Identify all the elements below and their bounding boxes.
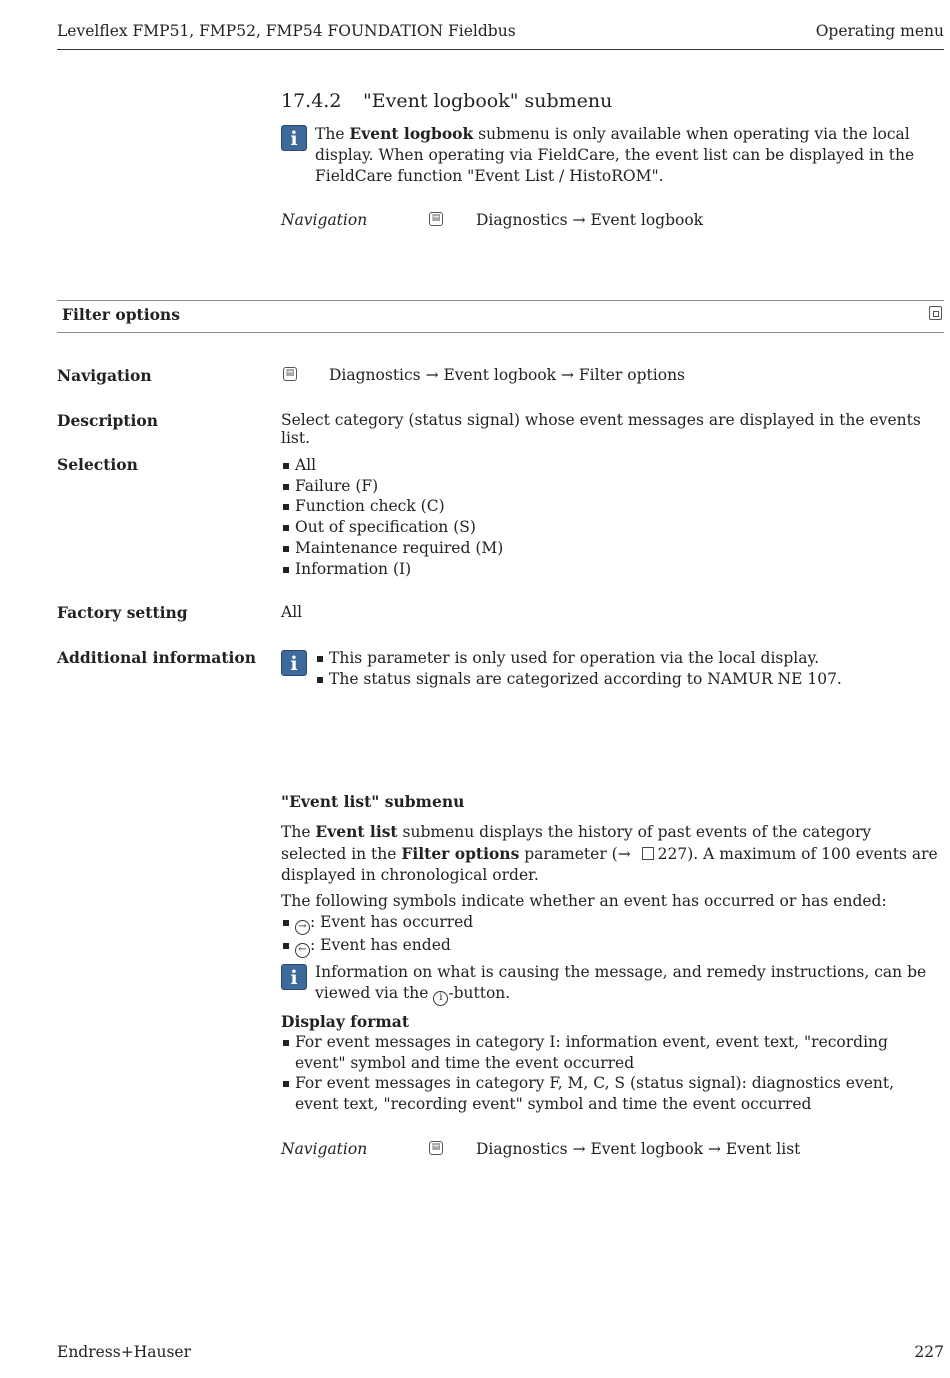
lock-icon (929, 306, 942, 320)
list-item: For event messages in category I: information event, event text, "recording event" symbol and time the event occurred (281, 1032, 941, 1073)
list-item: The status signals are categorized according to NAMUR NE 107. (315, 669, 842, 690)
info-icon: i (281, 964, 307, 990)
filter-nav-path: Diagnostics → Event logbook → Filter options (329, 366, 686, 384)
symbol-text: : Event has ended (310, 936, 451, 954)
description-text: Select category (status signal) whose event messages are displayed in the events list. (281, 411, 921, 447)
list-item: Out of specification (S) (281, 517, 503, 538)
p1-post2: ). A maximum of 100 events are displayed in chronological order. (281, 845, 938, 884)
symbols-list (281, 912, 473, 958)
section-heading (281, 90, 612, 112)
list-item: This parameter is only used for operation via the local display. (315, 648, 842, 669)
filter-nav-label: Navigation (57, 366, 152, 385)
display-format-list (281, 1032, 941, 1115)
symbols-intro: The following symbols indicate whether an event has occurred or has ended: (281, 892, 887, 910)
display-format-heading: Display format (281, 1012, 410, 1031)
intro-note (315, 123, 935, 187)
event-ended-icon: ← (295, 943, 310, 958)
p1-pre: The (281, 823, 316, 841)
nav-path: Diagnostics → Event logbook (476, 211, 704, 229)
selection-label: Selection (57, 455, 138, 474)
page-ref-icon (642, 847, 654, 860)
factory-setting-value: All (281, 603, 303, 621)
additional-info-label: Additional information (57, 648, 257, 667)
info-icon: i (281, 650, 307, 676)
info-button-note (315, 962, 940, 1006)
intro-note-pre: The (315, 125, 350, 143)
p1-bold-filter-options: Filter options (401, 844, 520, 863)
note-pre: Information on what is causing the message, and remedy instructions, can be viewed via the (315, 963, 927, 1002)
page-number: 227 (914, 1343, 944, 1361)
selection-list (281, 455, 503, 579)
note-post: -button. (448, 984, 511, 1002)
symbol-text: : Event has occurred (310, 913, 474, 931)
intro-note-bold: Event logbook (349, 124, 474, 143)
p1-bold-event-list: Event list (315, 822, 398, 841)
event-list-nav-label: Navigation (281, 1140, 368, 1158)
factory-setting-label: Factory setting (57, 603, 188, 622)
filter-options-bar (57, 300, 944, 333)
event-list-nav-path: Diagnostics → Event logbook → Event list (476, 1140, 801, 1158)
header-rule (57, 49, 944, 50)
footer-brand: Endress+Hauser (57, 1343, 191, 1361)
event-list-heading: "Event list" submenu (281, 792, 465, 811)
event-occurred-icon: → (295, 920, 310, 935)
page-ref-link[interactable]: 227 (657, 845, 688, 863)
menu-icon: ▤ (429, 1141, 443, 1155)
menu-icon: ▤ (429, 212, 443, 226)
intro-note-post: submenu is only available when operating via the local display. When operating via FieldCare, the event list can be displayed in the FieldCare function "Event List / HistoROM". (315, 125, 915, 185)
list-item: All (281, 455, 503, 476)
list-item: For event messages in category F, M, C, S (status signal): diagnostics event, event text, "recording event" symbol and time the event occurred (281, 1073, 941, 1114)
info-button-icon: i (433, 991, 448, 1006)
list-item (281, 935, 473, 958)
filter-options-title: Filter options (62, 305, 180, 324)
section-title: "Event logbook" submenu (363, 90, 613, 112)
header-section: Operating menu (815, 22, 944, 40)
p1-post1: parameter (→ (519, 845, 636, 863)
list-item (281, 912, 473, 935)
info-icon: i (281, 125, 307, 151)
menu-icon: ▤ (283, 367, 297, 381)
list-item: Function check (C) (281, 496, 503, 517)
list-item: Maintenance required (M) (281, 538, 503, 559)
additional-info-list (315, 648, 842, 689)
p1-mid: submenu displays the history of past events of the category selected in the (281, 823, 872, 863)
list-item: Failure (F) (281, 476, 503, 497)
description-label: Description (57, 411, 159, 430)
section-number: 17.4.2 (281, 90, 342, 112)
event-list-paragraph (281, 821, 941, 886)
list-item: Information (I) (281, 559, 503, 580)
nav-label: Navigation (281, 211, 368, 229)
header-title: Levelflex FMP51, FMP52, FMP54 FOUNDATION Fieldbus (57, 22, 516, 40)
